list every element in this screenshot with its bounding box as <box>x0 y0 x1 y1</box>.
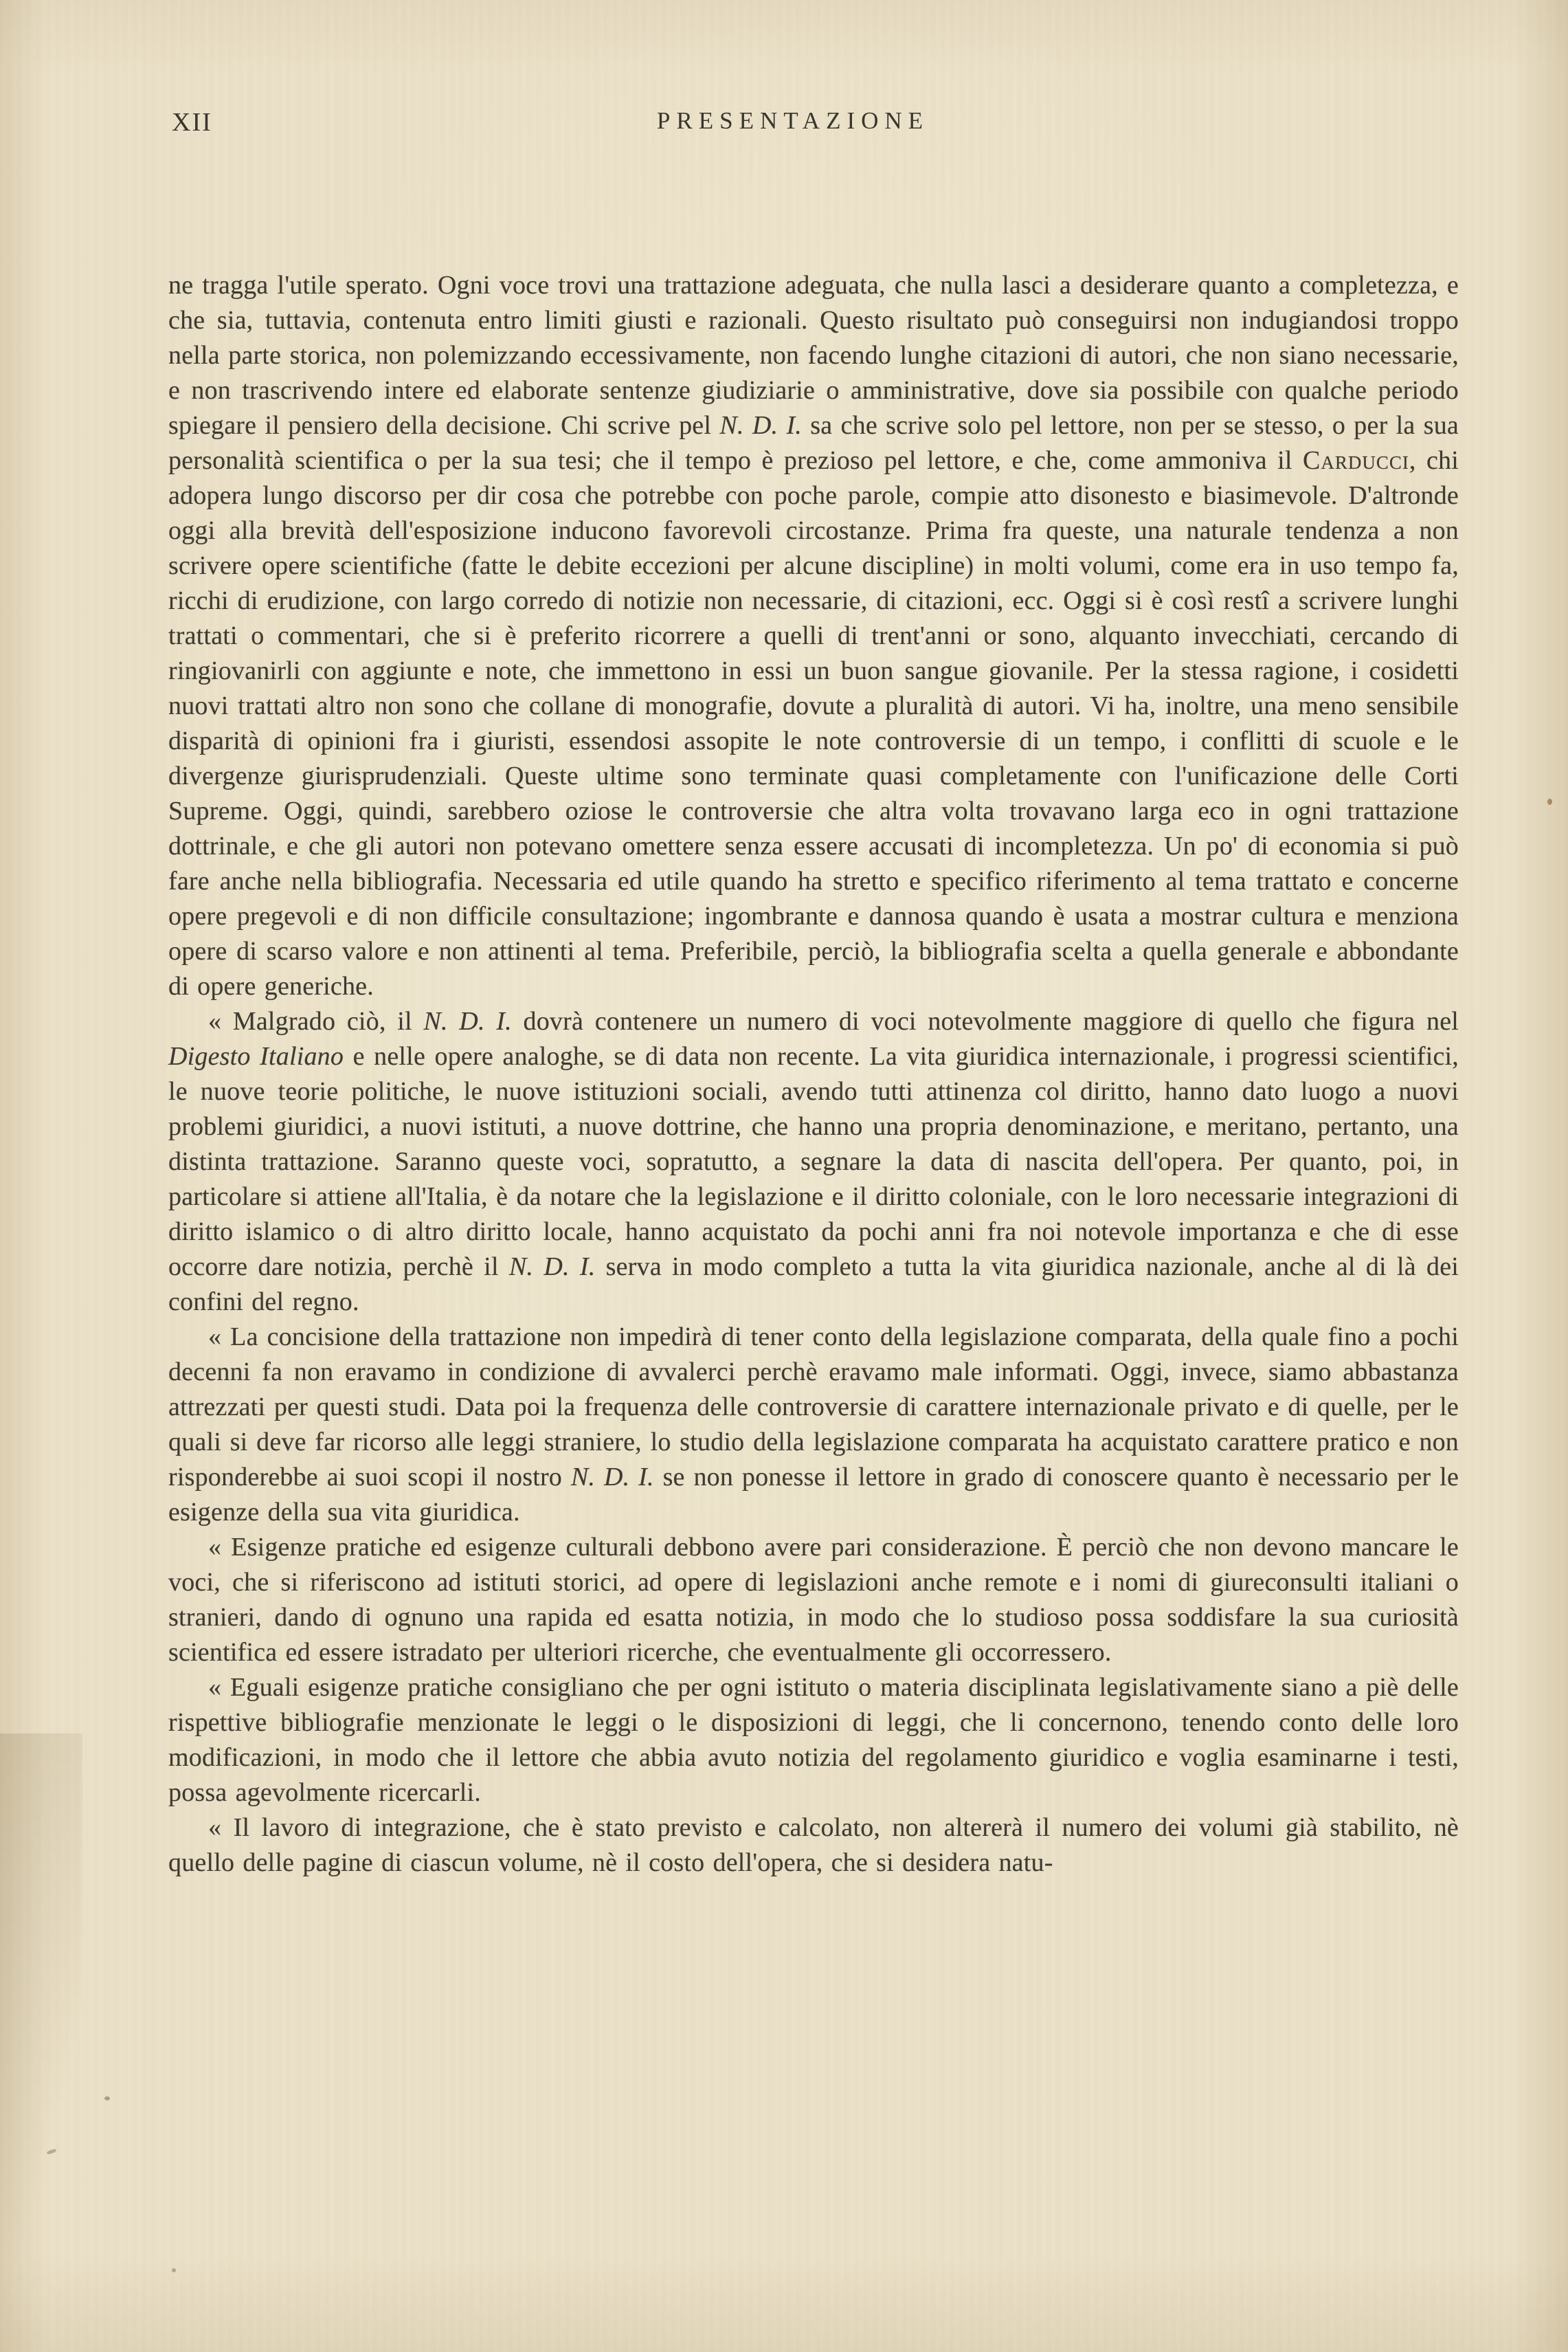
text-run: sa che scrive solo pel lettore, non per se stesso, o per la sua personalità scientifica o per la sua tesi; che il tempo è prezioso pel lettore, e che, come ammoniva il <box>168 411 1459 475</box>
paragraph <box>168 1530 1459 1670</box>
italic-text: N. D. I. <box>423 1007 512 1036</box>
paper-speck <box>104 2096 110 2100</box>
paragraph <box>168 268 1459 1004</box>
text-run: se non ponesse il lettore in grado di conoscere quanto è necessario per le esigenze della sua vita giuridica. <box>168 1463 1459 1527</box>
text-run: serva in modo completo a tutta la vita giuridica nazionale, anche al di là dei confini del regno. <box>168 1252 1459 1316</box>
italic-text: N. D. I. <box>508 1252 596 1281</box>
paragraph <box>168 1670 1459 1810</box>
paragraph <box>168 1320 1459 1530</box>
italic-text: N. D. I. <box>570 1463 654 1491</box>
text-run: , chi adopera lungo discorso per dir cosa che potrebbe con poche parole, compie atto disonesto e biasimevole. D'altronde oggi alla brevità dell'esposizione inducono favorevoli circostanze. Prima fra queste, una naturale tendenza a non scrivere opere scientifiche (fatte le debite eccezioni per alcune discipline) in molti volumi, come era in uso tempo fa, ricchi di erudizione, con largo corredo di notizie non necessarie, di citazioni, ecc. Oggi si è così restî a scrivere lunghi trattati o commentari, che si è preferito ricorrere a quelli di trent'anni or sono, alquanto invecchiati, cercando di ringiovanirli con aggiunte e note, che immettono in essi un buon sangue giovanile. Per la stessa ragione, i cosidetti nuovi trattati altro non sono che collane di monografie, dovute a pluralità di autori. Vi ha, inoltre, una meno sensibile disparità di opinioni fra i giuristi, essendosi assopite le note controversie di un tempo, i conflitti di scuole e le divergenze giurisprudenziali. Queste ultime sono terminate quasi completamente con l'unificazione delle Corti Supreme. Oggi, quindi, sarebbero oziose le controversie che altra volta trovavano larga eco in ogni trattazione dottrinale, e che gli autori non potevano omettere senza essere accusati di incompletezza. Un po' di economia si può fare anche nella bibliografia. Necessaria ed utile quando ha stretto e specifico riferimento al tema trattato e concerne opere pregevoli e di non difficile consultazione; ingombrante e dannosa quando è usata a mostrar cultura e menziona opere di scarso valore e non attinenti al tema. Preferibile, perciò, la bibliografia scelta a quella generale e abbondante di opere generiche. <box>168 446 1459 1001</box>
text-run: « Malgrado ciò, il <box>208 1007 424 1036</box>
page-number: XII <box>172 108 212 137</box>
paragraph <box>168 1004 1459 1320</box>
text-run: « La concisione della trattazione non impedirà di tener conto della legislazione comparata, della quale fino a pochi decenni fa non eravamo in condizione di avvalerci perchè eravamo male informati. Oggi, invece, siamo abbastanza attrezzati per questi studi. Data poi la frequenza delle controversie di carattere internazionale privato e di quelle, per le quali si deve far ricorso alle leggi straniere, lo studio della legislazione comparata ha acquistato carattere pratico e non risponderebbe ai suoi scopi il nostro <box>168 1322 1459 1491</box>
paragraph <box>168 1810 1459 1881</box>
paper-speck <box>1547 799 1552 805</box>
text-run: « Eguali esigenze pratiche consigliano che per ogni istituto o materia disciplinata legislativamente siano a piè delle rispettive bibliografie menzionate le leggi o le disposizioni di leggi, che li concernono, tenendo conto delle loro modificazioni, in modo che il lettore che abbia avuto notizia del regolamento giuridico e voglia esaminarne i testi, possa agevolmente ricercarli. <box>168 1673 1459 1807</box>
paper-speck <box>172 2268 176 2272</box>
page-header <box>168 103 1459 144</box>
text-run: « Il lavoro di integrazione, che è stato previsto e calcolato, non altererà il numero dei volumi già stabilito, nè quello delle pagine di ciascun volume, nè il costo dell'opera, che si desidera natu- <box>168 1813 1459 1877</box>
text-run: dovrà contenere un numero di voci notevolmente maggiore di quello che figura nel <box>511 1007 1459 1036</box>
italic-text: Digesto Italiano <box>168 1042 344 1071</box>
smallcaps-text: Carducci <box>1303 446 1409 475</box>
text-run: e nelle opere analoghe, se di data non recente. La vita giuridica internazionale, i progressi scientifici, le nuove teorie politiche, le nuove istituzioni sociali, avendo tutti attinenza col diritto, hanno dato luogo a nuovi problemi giuridici, a nuovi istituti, a nuove dottrine, che hanno una propria denominazione, e meritano, pertanto, una distinta trattazione. Saranno queste voci, sopratutto, a segnare la data di nascita dell'opera. Per quanto, poi, in particolare si attiene all'Italia, è da notare che la legislazione e il diritto coloniale, con le loro necessarie integrazioni di diritto islamico o di altro diritto locale, hanno acquistato da pochi anni fra noi notevole importanza e che di esse occorre dare notizia, perchè il <box>168 1042 1459 1281</box>
italic-text: N. D. I. <box>719 411 802 440</box>
header-title: PRESENTAZIONE <box>656 107 930 134</box>
paper-speck <box>47 2149 57 2155</box>
text-body <box>168 268 1459 1881</box>
text-run: « Esigenze pratiche ed esigenze culturali debbono avere pari considerazione. È perciò che non devono mancare le voci, che si riferiscono ad istituti storici, ad opere di legislazioni anche remote e i nomi di giureconsulti italiani o stranieri, dando di ognuno una rapida ed esatta notizia, in modo che lo studioso possa soddisfare la sua curiosità scientifica ed essere istradato per ulteriori ricerche, che eventualmente gli occorressero. <box>168 1533 1459 1667</box>
text-run: ne tragga l'utile sperato. Ogni voce trovi una trattazione adeguata, che nulla lasci a desiderare quanto a completezza, e che sia, tuttavia, contenuta entro limiti giusti e razionali. Questo risultato può conseguirsi non indugiandosi troppo nella parte storica, non polemizzando eccessivamente, non facendo lunghe citazioni di autori, che non siano necessarie, e non trascrivendo intere ed elaborate sentenze giudiziarie o amministrative, dove sia possibile con qualche periodo spiegare il pensiero della decisione. Chi scrive pel <box>168 271 1459 440</box>
